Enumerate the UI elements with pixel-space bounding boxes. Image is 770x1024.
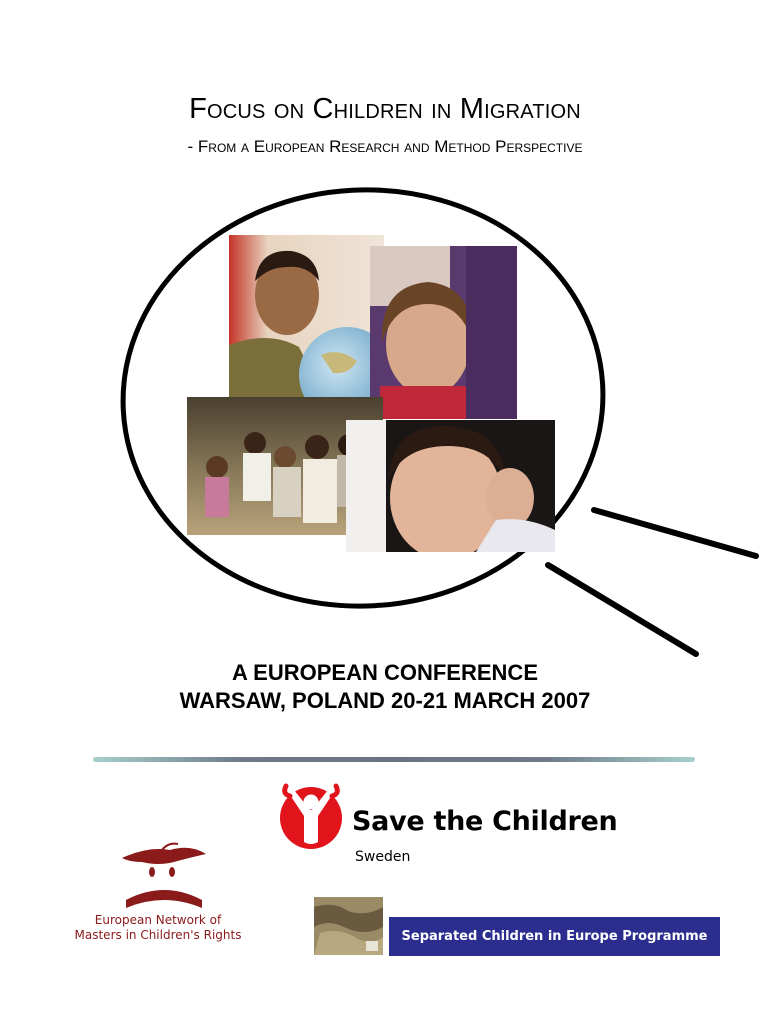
photo-boy-with-globe bbox=[229, 235, 384, 397]
programme-banner bbox=[389, 917, 720, 956]
enmcr-caption-line1: European Network of bbox=[94, 913, 222, 927]
page-title: Focus on Children in Migration bbox=[189, 93, 581, 125]
photo-girl bbox=[370, 246, 517, 419]
programme-photo bbox=[314, 897, 383, 955]
save-the-children-emblem-icon bbox=[276, 780, 346, 852]
page-subtitle: - From a European Research and Method Perspective bbox=[187, 137, 583, 156]
conference-location-date: WARSAW, POLAND 20-21 MARCH 2007 bbox=[179, 688, 591, 713]
enmcr-caption-line2: Masters in Children's Rights bbox=[74, 928, 242, 942]
enmcr-logo-icon bbox=[118, 840, 210, 912]
save-the-children-country: Sweden bbox=[355, 849, 411, 865]
save-the-children-name: Save the Children bbox=[352, 806, 618, 837]
programme-label: Separated Children in Europe Programme bbox=[401, 929, 708, 944]
enmcr-caption bbox=[58, 913, 258, 943]
conference-title: A EUROPEAN CONFERENCE bbox=[232, 660, 538, 685]
divider bbox=[93, 757, 695, 762]
photo-teenage-boy bbox=[346, 420, 555, 552]
